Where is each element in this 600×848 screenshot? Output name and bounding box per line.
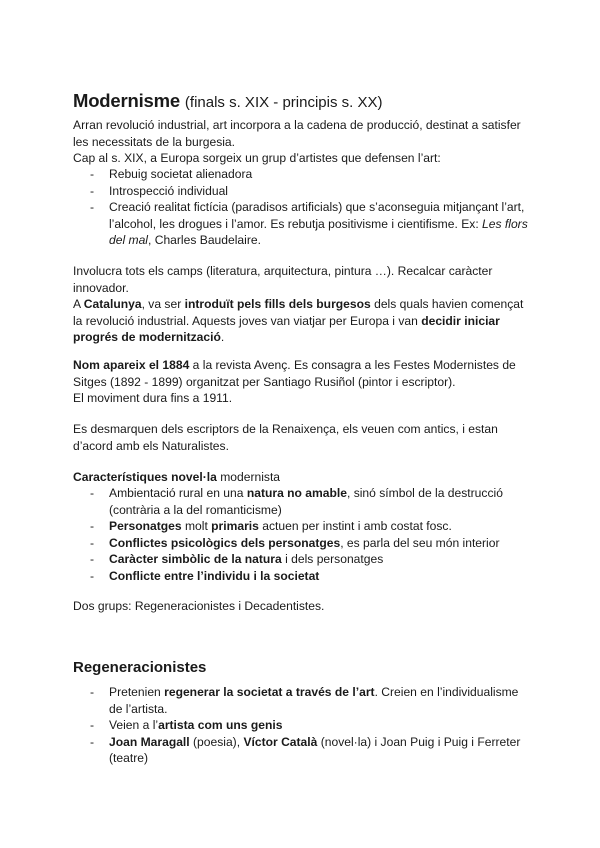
list-item xyxy=(73,183,533,200)
title-subtitle: (finals s. XIX - principis s. XX) xyxy=(184,94,383,111)
regeneracionistes-list xyxy=(73,684,533,767)
list-item xyxy=(73,551,533,568)
list-item-text: Introspecció individual xyxy=(109,183,228,198)
bullet-dash: - xyxy=(90,200,95,215)
text-run: , es parla del seu món interior xyxy=(340,535,500,550)
artists-list xyxy=(73,166,533,249)
text-run: A xyxy=(73,297,84,311)
list-item xyxy=(73,684,533,717)
intro-line-1: Arran revolució industrial, art incorpora a la cadena de producció, destinat a satisfer les necessitats de la burgesia. xyxy=(73,118,521,149)
list-item-text: Rebuig societat alienadora xyxy=(109,167,253,181)
list-item xyxy=(73,199,533,249)
list-item xyxy=(73,734,533,767)
bullet-dash: - xyxy=(90,486,95,500)
emphasis: Característiques novel·la xyxy=(73,470,217,484)
emphasis: Caràcter simbòlic de la natura xyxy=(109,552,282,567)
emphasis: Joan Maragall xyxy=(109,734,190,749)
para-fields: Involucra tots els camps (literatura, arquitectura, pintura …). Recalcar caràcter innovador. xyxy=(73,264,493,295)
list-item xyxy=(73,166,533,183)
list-item-text: Creació realitat fictícia (paradisos artificials) que s’aconseguia mitjançant l’art, l’alcohol, les drogues i l’amor. Es rebutja positivisme i cientifisme. Ex: xyxy=(109,200,525,231)
text-run: (poesia), xyxy=(189,734,244,749)
emphasis: Nom apareix el 1884 xyxy=(73,358,190,372)
emphasis: introduït pels fills dels burgesos xyxy=(184,297,371,311)
bullet-dash: - xyxy=(90,535,95,550)
emphasis: Conflictes psicològics dels personatges xyxy=(109,535,341,550)
bullet-dash: - xyxy=(90,568,95,583)
para-renaixenca: Es desmarquen dels escriptors de la Renaixença, els veuen com antics, i estan d’acord amb els Naturalistes. xyxy=(73,422,498,453)
list-item xyxy=(73,568,533,585)
text-run: . Creien en l’individualisme de l’artista. xyxy=(109,685,519,716)
bullet-dash: - xyxy=(90,183,95,198)
page-title xyxy=(73,90,382,114)
list-item xyxy=(73,535,533,552)
emphasis: Catalunya xyxy=(83,297,142,311)
list-item xyxy=(73,717,533,734)
list-item xyxy=(73,485,533,518)
book-title: Les flors del mal xyxy=(109,216,528,248)
text-run: Veien a l’ xyxy=(109,718,159,733)
emphasis: artista com uns genis xyxy=(158,718,283,733)
para-name xyxy=(73,357,533,390)
text-run: modernista xyxy=(216,470,281,484)
emphasis: Personatges xyxy=(109,519,182,534)
title-main: Modernisme xyxy=(73,90,180,111)
bullet-dash: - xyxy=(90,167,95,181)
emphasis: natura no amable xyxy=(246,486,347,500)
characteristics-title xyxy=(73,469,533,486)
list-item xyxy=(73,518,533,535)
emphasis: decidir iniciar progrés de modernització xyxy=(73,313,500,345)
text-run: , sinó símbol de la destrucció (contrària a la del romanticisme) xyxy=(109,486,503,517)
text-run: (novel·la) i Joan Puig i Puig i Ferreter (teatre) xyxy=(109,734,521,766)
emphasis: regenerar la societat a través de l’art xyxy=(164,685,375,699)
characteristics-list xyxy=(73,485,533,585)
text-run: . xyxy=(220,330,225,345)
para-catalunya xyxy=(73,296,533,346)
emphasis: primaris xyxy=(211,519,259,534)
bullet-dash: - xyxy=(90,718,95,733)
text-run: dels quals havien començat la revolució industrial. Aquests joves van viatjar per Europa i van xyxy=(73,297,524,328)
para-groups: Dos grups: Regeneracionistes i Decadentistes. xyxy=(73,599,325,613)
para-duration: El moviment dura fins a 1911. xyxy=(73,391,233,405)
text-run: i dels personatges xyxy=(281,552,384,567)
section-title: Regeneracionistes xyxy=(73,659,207,676)
emphasis: Conflicte entre l’individu i la societat xyxy=(109,568,320,583)
text-run: Pretenien xyxy=(109,685,165,699)
bullet-dash: - xyxy=(90,734,95,749)
text-run: Ambientació rural en una xyxy=(109,486,247,500)
intro-line-2: Cap al s. XIX, a Europa sorgeix un grup d’artistes que defensen l’art: xyxy=(73,151,441,165)
text-run: , va ser xyxy=(141,297,185,311)
text-run: molt xyxy=(181,519,212,534)
bullet-dash: - xyxy=(90,552,95,567)
list-item-text-end: , Charles Baudelaire. xyxy=(148,233,261,248)
bullet-dash: - xyxy=(90,685,95,699)
text-run: a la revista Avenç. Es consagra a les Festes Modernistes de Sitges (1892 - 1899) organitzat per Santiago Rusiñol (pintor i escriptor). xyxy=(73,358,516,389)
bullet-dash: - xyxy=(90,519,95,534)
emphasis: Víctor Català xyxy=(243,734,318,749)
text-run: actuen per instint i amb costat fosc. xyxy=(258,519,452,534)
